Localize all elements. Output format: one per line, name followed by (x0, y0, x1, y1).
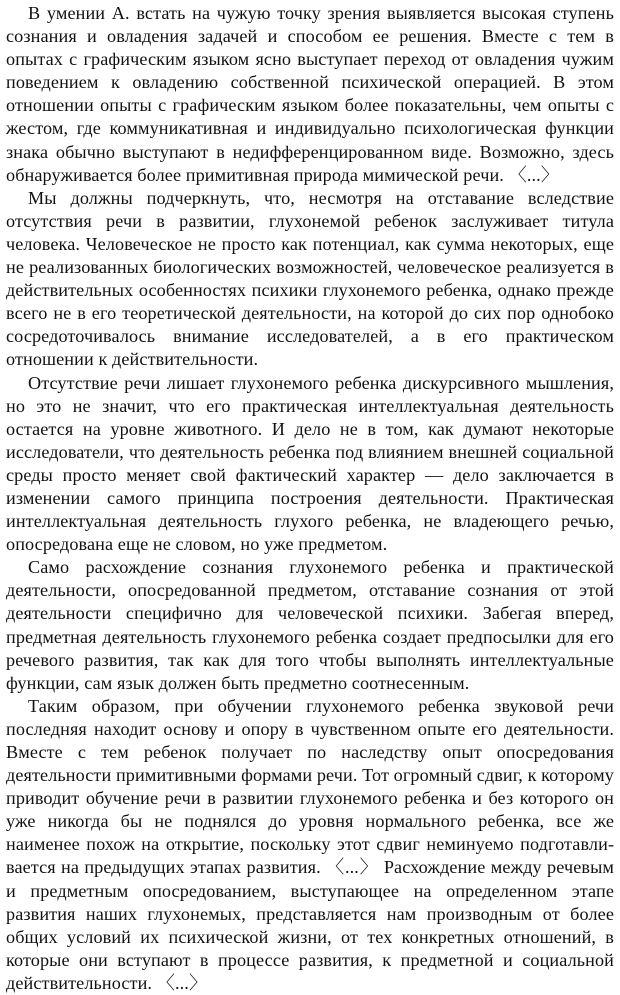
paragraph-1: В умении А. встать на чужую точку зрения выявляется высокая ступень сознания и овладения задачей и способом ее решения. Вместе с тем в опытах с графическим языком ясно выступает переход от овладения чужим поведением к овладению собственной психической операцией. В этом отношении опыты с графическим языком более показательны, чем опыты с жестом, где коммуникативная и индивидуально психологическая функции знака обычно выступают в недифференцированном виде. Возможно, здесь обнаруживается более примитивная природа мимической речи. 〈...〉 (6, 3, 614, 185)
paragraph-3: Отсутствие речи лишает глухонемого ребенка дискурсивного мышления, но это не значит, что его практическая интеллектуальная деятельность остается на уровне животного. И дело не в том, как думают некоторые исследователи, что деятельность ребенка под влиянием внешней социальной среды просто меняет свой фактический характер — дело заключается в изменении самого принципа построения деятельности. Практическая интеллектуальная деятельность глухого ребенка, не владеющего речью, опосредована еще не словом, но уже предметом. (6, 372, 614, 555)
paragraph-4: Само расхождение сознания глухонемого ребенка и практической деятельности, опосредованной предметом, отставание сознания от этой деятельности специфично для человеческой психики. Забегая вперед, предметная деятельность глухонемого ребенка создает предпосылки для его речевого развития, так как для того чтобы выполнять интеллектуальные функции, сам язык должен быть предметно соотнесенным. (6, 557, 614, 693)
paragraph-2: Мы должны подчеркнуть, что, несмотря на отставание вследствие отсутствия речи в развитии, глухонемой ребенок заслуживает титула человека. Человеческое не просто как потенциал, как сумма некоторых, еще не реализованных биологических возможностей, человеческое реализуется в действительных особенностях психики глухонемого ребенка, однако прежде всего не в его теоретической деятельности, на которой до сих пор однобоко сосредоточивалось внимание исследователей, а в его практическом отношении к действительности. (6, 187, 614, 370)
paragraph-5: Таким образом, при обучении глухонемого ребенка звуковой речи последняя находит основу и опору в чувственном опыте его деятельности. Вместе с тем ребенок получает по наследству опыт опосредования деятельности примитивными формами речи. Тот огромный сдвиг, к которому приводит обучение речи в развитии глухонемого ребенка и без которого он уже никогда бы не поднялся до уровня нормального ребенка, все же наименее похож на открытие, поскольку этот сдвиг неминуемо подготавливается на предыдущих этапах развития. 〈...〉 Расхождение между речевым и предметным опосредованием, выступающее на определенном этапе развития наших глухонемых, представляется нам производным от более общих условий их психической жизни, от тех конкретных отношений, в которые они вступают в процессе развития, к предметной и социальной действительности. 〈...〉 (6, 695, 614, 993)
